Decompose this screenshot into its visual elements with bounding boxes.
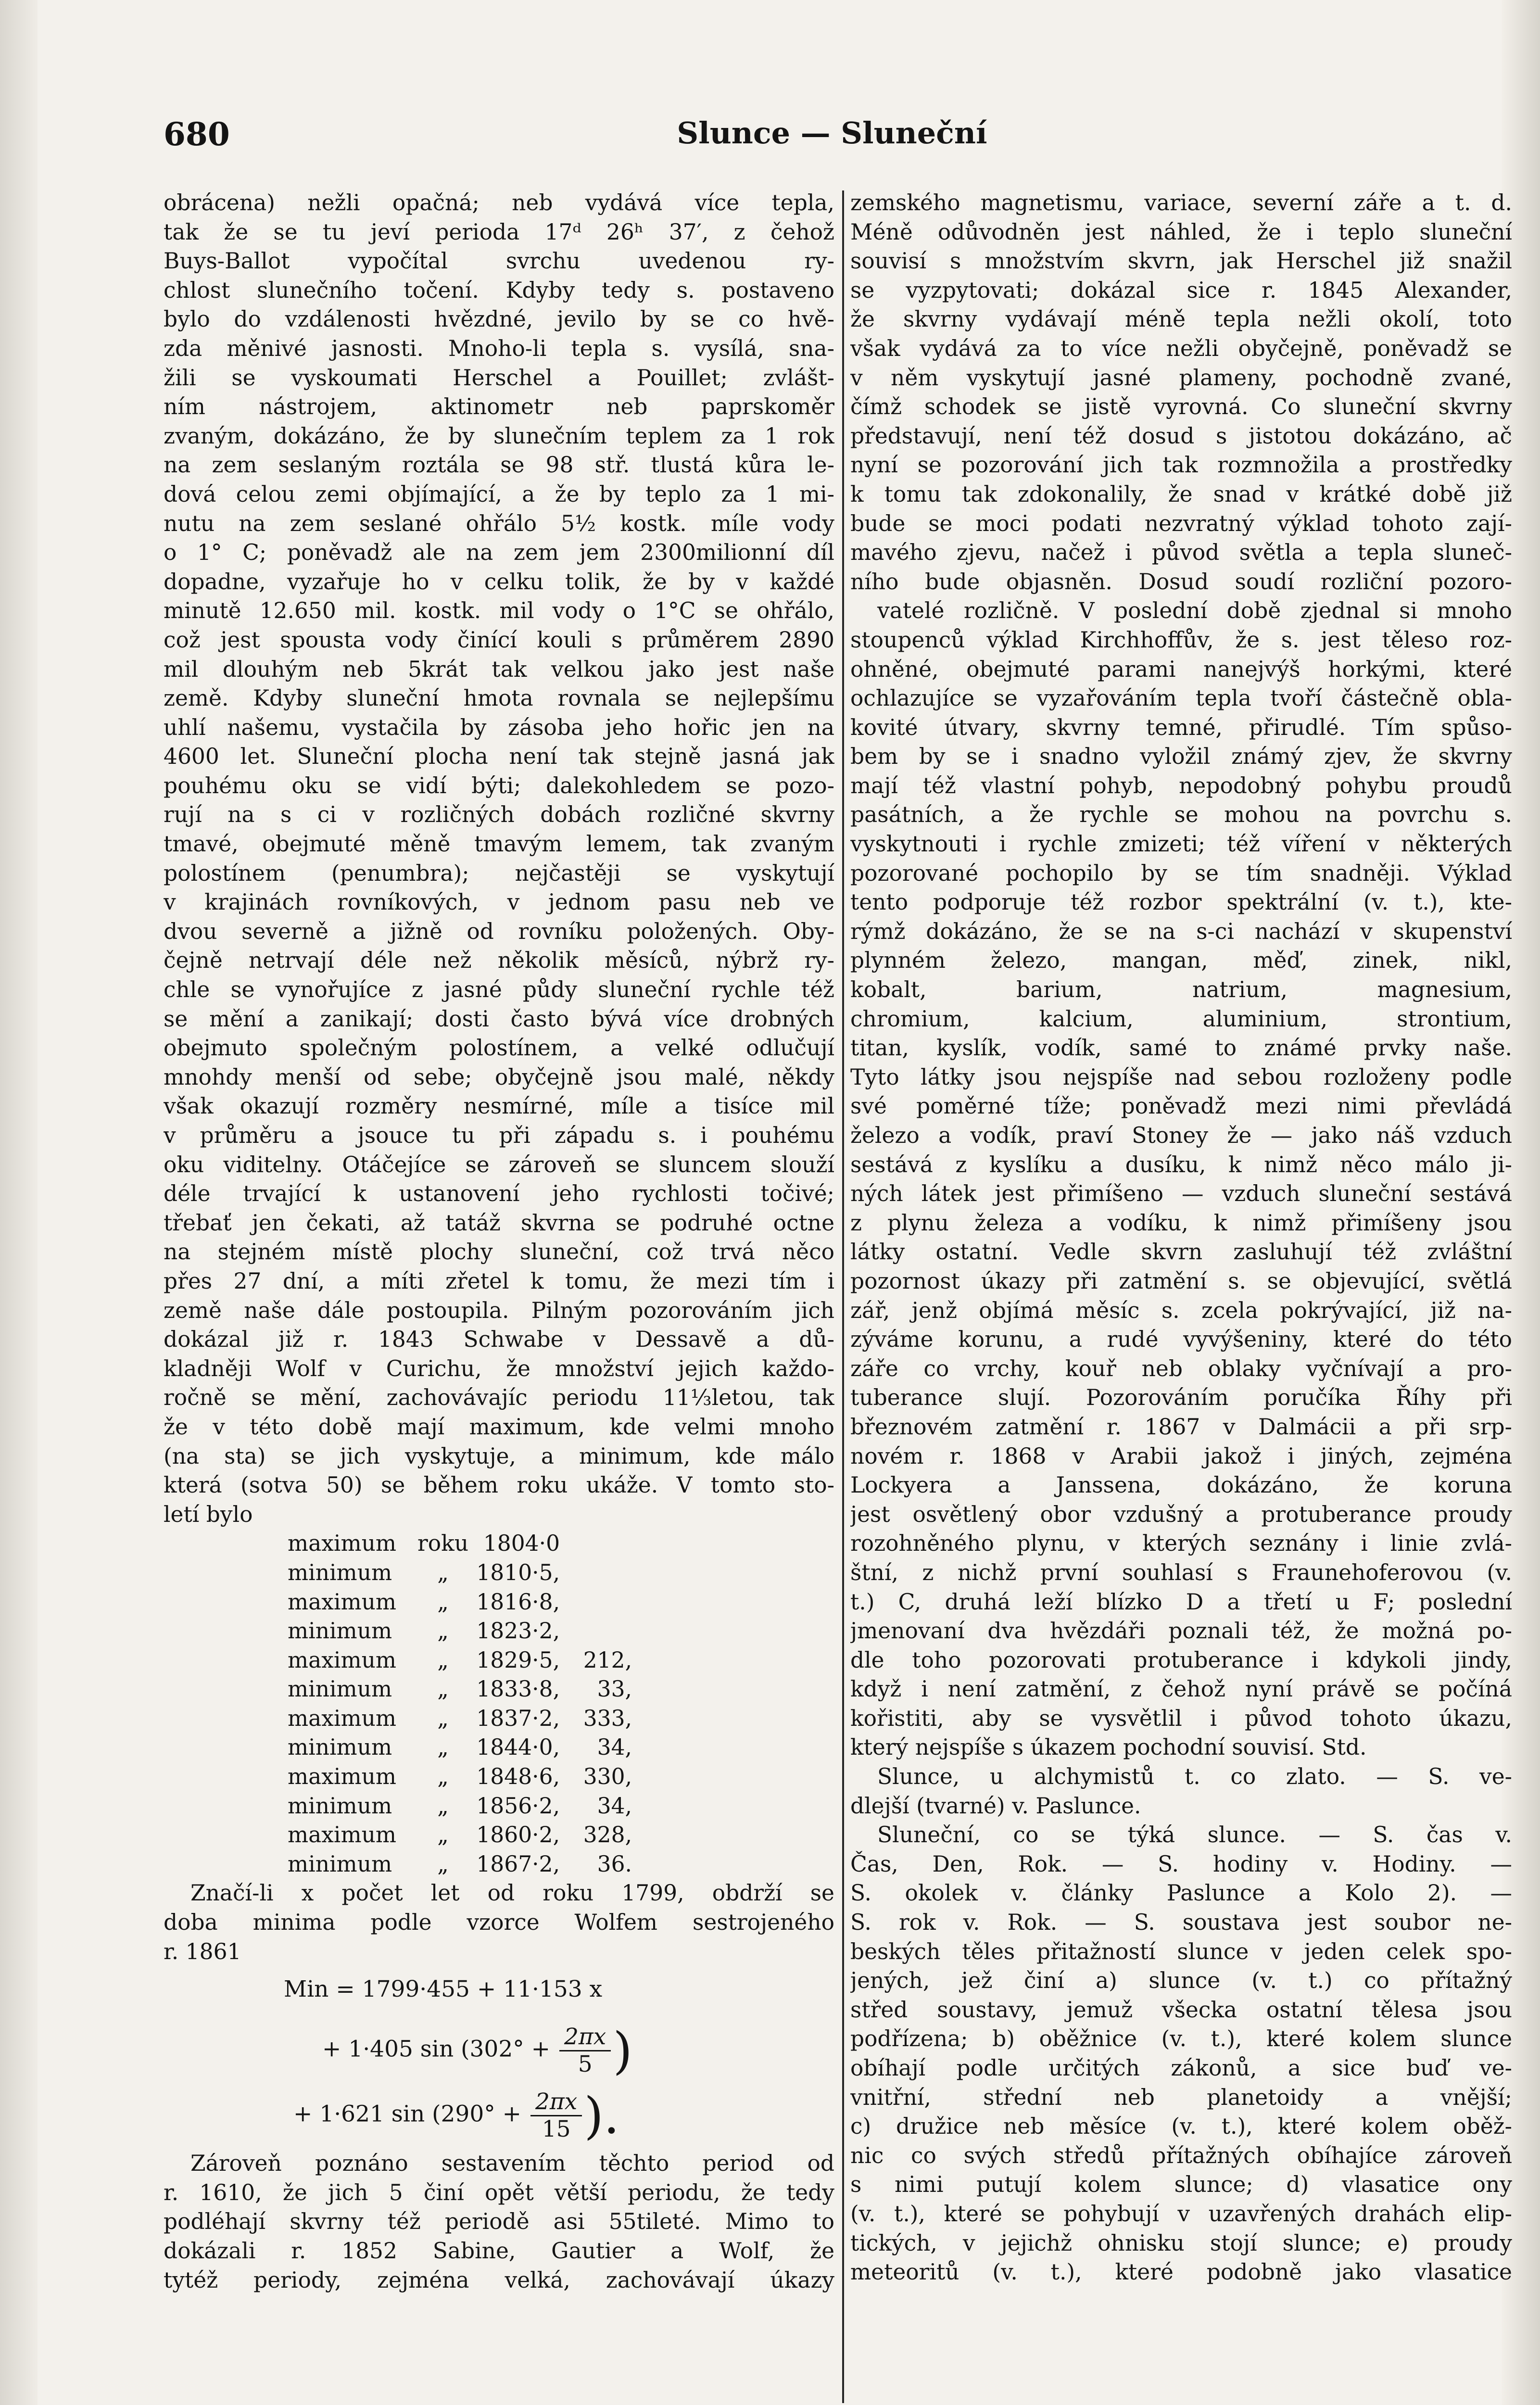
text-line: mají též vlastní pohyb, nepodobný pohybu proudů	[850, 772, 1512, 798]
table-cell-ditto: „	[437, 1793, 449, 1819]
table-cell-count: 212,	[583, 1647, 632, 1673]
text-line: Značí-li x počet let od roku 1799, obdrží se	[190, 1880, 834, 1906]
text-line: plynném železo, mangan, měď, zinek, nikl,	[850, 948, 1512, 974]
text-line: sestává z kyslíku a dusíku, k nimž něco málo ji-	[850, 1152, 1512, 1177]
table-cell-ditto: „	[437, 1734, 449, 1760]
text-line: zýváme korunu, a rudé vyvýšeniny, které do této	[850, 1327, 1512, 1353]
table-cell-year: 1867·2,	[476, 1851, 560, 1877]
text-line: bude se moci podati nezvratný výklad tohoto zají-	[850, 510, 1512, 536]
text-line: což jest spousta vody činící kouli s průměrem 2890	[164, 627, 834, 653]
table-row	[288, 1733, 632, 1762]
text-line: mnohdy menší od sebe; obyčejně jsou malé, někdy	[164, 1064, 834, 1090]
table-cell-count: 328,	[583, 1822, 632, 1848]
fraction-2-numerator: 2πx	[530, 2089, 582, 2116]
text-line: pasátních, a že rychle se mohou na povrchu s.	[850, 802, 1512, 828]
table-cell-year: 1810·5,	[476, 1559, 560, 1585]
text-line: meteoritů (v. t.), které podobně jako vlasatice	[850, 2259, 1512, 2285]
text-line: ochlazujíce se vyzařováním tepla tvoří částečně obla-	[850, 685, 1512, 711]
table-cell-ditto: „	[437, 1618, 449, 1644]
text-line: že skvrny vydávají méně tepla nežli okolí, toto	[850, 306, 1512, 332]
text-line: ných látek jest přimíšeno — vzduch sluneční sestává	[850, 1181, 1512, 1207]
formula-fraction-2	[530, 2089, 582, 2142]
text-line: vyskytnouti i rychle zmizeti; též víření v některých	[850, 831, 1512, 857]
text-line: tuberance slují. Pozorováním poručíka Říhy při	[850, 1385, 1512, 1411]
table-row	[288, 1588, 632, 1617]
text-line: zda měnivé jasnosti. Mnoho-li tepla s. vysílá, sna-	[164, 335, 834, 361]
text-line: zář, jenž objímá měsíc s. zcela pokrývající, již na-	[850, 1297, 1512, 1323]
table-cell-count	[560, 1617, 632, 1646]
text-line: se vyzpytovati; dokázal sice r. 1845 Alexander,	[850, 277, 1512, 303]
text-line: letí bylo	[164, 1501, 253, 1527]
text-line: ního bude objasněn. Dosud soudí rozliční pozoro-	[850, 569, 1512, 595]
text-line: v průměru a jsouce tu při západu s. i pouhému	[164, 1123, 834, 1148]
formula-line-2	[322, 2021, 632, 2080]
text-line: dle toho pozorovati protuberance i kdykoli jindy,	[850, 1647, 1512, 1673]
text-line: pozornost úkazy při zatmění s. se objevující, světlá	[850, 1268, 1512, 1294]
text-line: Zároveň poznáno sestavením těchto period od	[190, 2151, 834, 2177]
text-line: dvou severně a jižně od rovníku položených. Oby-	[164, 918, 834, 944]
text-line: chromium, kalcium, aluminium, strontium,	[850, 1006, 1512, 1032]
text-line: pouhému oku se vidí býti; dalekohledem se pozo-	[164, 772, 834, 798]
text-line: na zem seslaným roztála se 98 stř. tlustá kůra le-	[164, 452, 834, 478]
table-cell-label: minimum	[288, 1793, 392, 1819]
text-line: doba minima podle vzorce Wolfem sestrojeného	[164, 1910, 834, 1936]
table-cell-count	[560, 1588, 632, 1617]
text-line: tytéž periody, zejména velká, zachovávají úkazy	[164, 2267, 834, 2293]
text-line: mavého zjevu, načež i původ světla a tepla sluneč-	[850, 540, 1512, 566]
text-line: Slunce, u alchymistů t. co zlato. — S. ve-	[877, 1764, 1512, 1790]
text-line: k tomu tak zdokonalily, že snad v krátké době již	[850, 481, 1512, 507]
table-row	[288, 1850, 632, 1879]
text-line: stoupenců výklad Kirchhoffův, že s. jest těleso roz-	[850, 627, 1512, 653]
text-line: S. rok v. Rok. — S. soustava jest soubor ne-	[850, 1910, 1512, 1936]
right-paragraph	[850, 189, 1512, 1762]
table-cell-label: minimum	[288, 1851, 392, 1877]
page-edge-left	[0, 0, 38, 2405]
text-line: čejně netrvají déle než několik měsíců, nýbrž ry-	[164, 948, 834, 974]
text-line: v krajinách rovníkových, v jednom pasu neb ve	[164, 889, 834, 915]
table-cell-ditto: „	[437, 1822, 449, 1848]
table-cell-label: minimum	[288, 1676, 392, 1702]
text-line: (v. t.), které se pohybují v uzavřených drahách elip-	[850, 2201, 1512, 2227]
text-line: kobalt, barium, natrium, magnesium,	[850, 977, 1512, 1003]
text-line: z plynu železa a vodíku, k nimž přimíšeny jsou	[850, 1210, 1512, 1236]
table-cell-count: 33,	[597, 1676, 632, 1702]
text-line: však okazují rozměry nesmírné, míle a tisíce mil	[164, 1093, 834, 1119]
text-line: podřízena; b) oběžnice (v. t.), které kolem slunce	[850, 2026, 1512, 2052]
formula-line-3	[293, 2086, 619, 2145]
text-line: (na sta) se jich vyskytuje, a minimum, kde málo	[164, 1443, 834, 1469]
text-line: vatelé rozličně. V poslední době zjednal si mnoho	[877, 598, 1512, 624]
wolf-formula	[164, 1966, 834, 2149]
text-line: ním nástrojem, aktinometr neb paprskoměr	[164, 394, 834, 420]
formula-line-2-lead: + 1·405 sin (302° +	[322, 2036, 551, 2063]
text-line: Méně odůvodněn jest náhled, že i teplo sluneční	[850, 219, 1512, 245]
table-cell-ditto: „	[437, 1676, 449, 1702]
text-line: však vydává za to více nežli obyčejně, poněvadž se	[850, 335, 1512, 361]
text-line: Čas, Den, Rok. — S. hodiny v. Hodiny. —	[850, 1851, 1512, 1877]
table-cell-label: maximum	[288, 1589, 397, 1615]
text-line: dokázal již r. 1843 Schwabe v Dessavě a dů-	[164, 1327, 834, 1353]
text-line: jených, jež činí a) slunce (v. t.) co přítažný	[850, 1968, 1512, 1994]
text-line: polostínem (penumbra); nejčastěji se vyskytují	[164, 860, 834, 886]
table-cell-count	[560, 1558, 632, 1588]
table-row	[288, 1762, 632, 1792]
text-line: železo a vodík, praví Stoney že — jako náš vzduch	[850, 1123, 1512, 1148]
table-cell-label: maximum	[288, 1822, 397, 1848]
table-cell-year: 1816·8,	[476, 1589, 560, 1615]
table-cell-ditto: „	[437, 1851, 449, 1877]
text-line: mil dlouhým neb 5krát tak velkou jako jest naše	[164, 656, 834, 682]
entry-slunecni	[850, 1821, 1512, 2287]
text-line: jmenovaní dva hvězdáři poznali též, že možná po-	[850, 1618, 1512, 1644]
text-line: obrácena) nežli opačná; neb vydává více tepla,	[164, 190, 834, 215]
text-line: souvisí s množstvím skvrn, jak Herschel již snažil	[850, 248, 1512, 274]
text-line: tento podporuje též rozbor spektrální (v. t.), kte-	[850, 889, 1512, 915]
text-line: která (sotva 50) se během roku ukáže. V tomto sto-	[164, 1472, 834, 1498]
table-row	[288, 1675, 632, 1704]
formula-close-paren-2: ).	[584, 2086, 619, 2145]
table-row	[288, 1821, 632, 1850]
sunspot-table	[288, 1529, 632, 1879]
text-line: jest osvětlený obor vzdušný a protuberance proudy	[850, 1501, 1512, 1527]
text-line: Tyto látky jsou nejspíše nad sebou rozloženy podle	[850, 1064, 1512, 1090]
table-cell-year: 1829·5,	[476, 1647, 560, 1673]
table-cell-ditto: „	[437, 1705, 449, 1731]
table-cell-label: minimum	[288, 1734, 392, 1760]
text-line: Buys-Ballot vypočítal svrchu uvedenou ry-	[164, 248, 834, 274]
text-line: dokázali r. 1852 Sabine, Gautier a Wolf, že	[164, 2238, 834, 2264]
table-cell-year: 1833·8,	[476, 1676, 560, 1702]
text-line: kladněji Wolf v Curichu, že množství jejich každo-	[164, 1355, 834, 1381]
formula-line-3-lead: + 1·621 sin (290° +	[293, 2101, 522, 2127]
text-line: pozorované pochopilo by se tím snadněji. Výklad	[850, 860, 1512, 886]
table-row	[288, 1792, 632, 1821]
text-line: minutě 12.650 mil. kostk. mil vody o 1°C se ohřálo,	[164, 598, 834, 624]
text-line: dlejší (tvarné) v. Paslunce.	[850, 1793, 1141, 1819]
table-cell-year: 1848·6,	[476, 1764, 560, 1790]
text-line: chle se vynořujíce z jasné půdy sluneční rychle též	[164, 977, 834, 1003]
text-line: déle trvající k ustanovení jeho rychlosti točivé;	[164, 1181, 834, 1207]
text-line: rýmž dokázáno, že se na s-ci nachází v skupenství	[850, 918, 1512, 944]
formula-close-paren-1: )	[613, 2021, 632, 2080]
formula-fraction-1	[559, 2024, 611, 2077]
text-line: oku viditelny. Otáčejíce se zároveň se sluncem slouží	[164, 1152, 834, 1177]
right-column	[850, 189, 1512, 2401]
text-line: žili se vyskoumati Herschel a Pouillet; zvlášt-	[164, 365, 834, 391]
text-line: když i není zatmění, z čehož nyní právě se počíná	[850, 1676, 1512, 1702]
text-line: štní, z nichž první souhlasí s Fraunehoferovou (v.	[850, 1559, 1512, 1585]
text-line: uhlí našemu, vystačila by zásoba jeho hořic jen na	[164, 714, 834, 740]
text-line: titan, kyslík, vodík, samé to známé prvky naše.	[850, 1035, 1512, 1061]
table-cell-label: maximum	[288, 1764, 397, 1790]
table-cell-year: 1837·2,	[476, 1705, 560, 1731]
table-cell-label: minimum	[288, 1618, 392, 1644]
text-line: země naše dále postoupila. Pilným pozorováním jich	[164, 1297, 834, 1323]
running-title: Slunce — Sluneční	[677, 115, 987, 151]
table-cell-count: 333,	[583, 1705, 632, 1731]
text-line: v něm vyskytují jasné plameny, pochodně zvané,	[850, 365, 1512, 391]
left-paragraph-1	[164, 189, 834, 1529]
table-cell-label: maximum	[288, 1705, 397, 1731]
text-line: nutu na zem seslané ohřálo 5½ kostk. míle vody	[164, 510, 834, 536]
text-line: o 1° C; poněvadž ale na zem jem 2300milionní díl	[164, 540, 834, 566]
text-line: Lockyera a Janssena, dokázáno, že koruna	[850, 1472, 1512, 1498]
text-line: bem by se i snadno vyložil známý zjev, že skvrny	[850, 744, 1512, 770]
table-cell-ditto: „	[437, 1647, 449, 1673]
text-line: s nimi putují kolem slunce; d) vlasatice ony	[850, 2172, 1512, 2198]
text-line: rují na s ci v rozličných dobách rozličné skvrny	[164, 802, 834, 828]
text-line: kovité útvary, skvrny temné, přirudlé. Tím spůso-	[850, 714, 1512, 740]
text-line: vnitřní, střední neb planetoidy a vnější;	[850, 2084, 1512, 2110]
text-line: obejmuto společným polostínem, a velké odlučují	[164, 1035, 834, 1061]
table-cell-year: 1860·2,	[476, 1822, 560, 1848]
table-cell-count: 34,	[597, 1734, 632, 1760]
text-line: novém r. 1868 v Arabii jakož i jiných, zejména	[850, 1443, 1512, 1469]
text-line: tmavé, obejmuté měně tmavým lemem, tak zvaným	[164, 831, 834, 857]
text-line: r. 1861	[164, 1938, 241, 1964]
table-cell-ditto: „	[437, 1559, 449, 1585]
table-cell-year: 1844·0,	[476, 1734, 560, 1760]
table-cell-count	[560, 1529, 632, 1558]
text-line: představují, není též dosud s jistotou dokázáno, ač	[850, 423, 1512, 449]
entry-slunce	[850, 1762, 1512, 1821]
left-paragraph-3	[164, 2149, 834, 2295]
text-line: tických, v jejichž ohnisku stojí slunce; e) proudy	[850, 2230, 1512, 2256]
text-line: čímž schodek se jistě vyrovná. Co sluneční skvrny	[850, 394, 1512, 420]
text-line: beských těles přitažností slunce v jeden celek spo-	[850, 1938, 1512, 1964]
text-line: země. Kdyby sluneční hmota rovnala se nejlepšímu	[164, 685, 834, 711]
text-line: c) družice neb měsíce (v. t.), které kolem oběž-	[850, 2114, 1512, 2139]
text-line: přes 27 dní, a míti zřetel k tomu, že mezi tím i	[164, 1268, 834, 1294]
table-row	[288, 1558, 632, 1588]
text-line: zemského magnetismu, variace, severní záře a t. d.	[850, 190, 1512, 215]
text-line: na stejném místě plochy sluneční, což trvá něco	[164, 1239, 834, 1265]
text-line: bylo do vzdálenosti hvězdné, jevilo by se co hvě-	[164, 306, 834, 332]
text-line: třebať jen čekati, až tatáž skvrna se podruhé octne	[164, 1210, 834, 1236]
table-cell-count: 36.	[597, 1851, 632, 1877]
text-line: nic co svých středů přítažných obíhajíce zároveň	[850, 2142, 1512, 2168]
text-line: zvaným, dokázáno, že by slunečním teplem za 1 rok	[164, 423, 834, 449]
text-line: tak že se tu jeví perioda 17ᵈ 26ʰ 37′, z čehož	[164, 219, 834, 245]
formula-line-1: Min = 1799·455 + 11·153 x	[284, 1976, 603, 2003]
text-line: 4600 let. Sluneční plocha není tak stejně jasná jak	[164, 744, 834, 770]
table-cell-ditto: „	[437, 1764, 449, 1790]
text-line: rozohněného plynu, v kterých seznány i linie zvlá-	[850, 1531, 1512, 1557]
text-line: ročně se mění, zachovávajíc periodu 11⅓letou, tak	[164, 1385, 834, 1411]
text-line: střed soustavy, jemuž všecka ostatní tělesa jsou	[850, 1997, 1512, 2023]
text-line: látky ostatní. Vedle skvrn zasluhují též zvláštní	[850, 1239, 1512, 1265]
fraction-2-denominator: 15	[542, 2116, 571, 2143]
page-number: 680	[164, 115, 230, 153]
table-row	[288, 1704, 632, 1734]
table-row	[288, 1617, 632, 1646]
column-divider	[842, 190, 844, 2403]
text-line: Sluneční, co se týká slunce. — S. čas v.	[877, 1822, 1512, 1848]
table-cell-ditto: „	[437, 1589, 449, 1615]
text-line: že v této době mají maximum, kde velmi mnoho	[164, 1414, 834, 1440]
text-line: ohněné, obejmuté parami nanejvýš horkými, které	[850, 656, 1512, 682]
text-line: chlost slunečního točení. Kdyby tedy s. postaveno	[164, 277, 834, 303]
text-line: t.) C, druhá leží blízko D a třetí u F; poslední	[850, 1589, 1512, 1615]
left-paragraph-2	[164, 1879, 834, 1966]
text-line: záře co vrchy, kouř neb oblaky vyčnívají a pro-	[850, 1355, 1512, 1381]
table-cell-year: 1823·2,	[476, 1618, 560, 1644]
left-column	[164, 189, 834, 2401]
table-row	[288, 1646, 632, 1675]
fraction-1-denominator: 5	[578, 2051, 593, 2078]
table-cell-label: maximum	[288, 1647, 397, 1673]
table-cell-year: 1804·0	[483, 1531, 560, 1557]
text-line: obíhají podle určitých zákonů, a sice buď ve-	[850, 2055, 1512, 2081]
text-line: se mění a zanikají; dosti často bývá více drobných	[164, 1006, 834, 1032]
table-cell-count: 330,	[583, 1764, 632, 1790]
text-line: který nejspíše s úkazem pochodní souvisí. Std.	[850, 1734, 1367, 1760]
text-line: dová celou zemi objímající, a že by teplo za 1 mi-	[164, 481, 834, 507]
text-line: dopadne, vyzařuje ho v celku tolik, že by v každé	[164, 569, 834, 595]
text-line: r. 1610, že jich 5 činí opět větší periodu, že tedy	[164, 2179, 834, 2205]
table-cell-year: 1856·2,	[476, 1793, 560, 1819]
table-cell-label: minimum	[288, 1559, 392, 1585]
text-line: nyní se pozorování jich tak rozmnožila a prostředky	[850, 452, 1512, 478]
text-line: březnovém zatmění r. 1867 v Dalmácii a při srp-	[850, 1414, 1512, 1440]
text-line: S. okolek v. články Paslunce a Kolo 2). —	[850, 1880, 1512, 1906]
text-line: kořistiti, aby se vysvětlil i původ tohoto úkazu,	[850, 1705, 1512, 1731]
table-cell-label: maximum	[288, 1531, 397, 1557]
text-line: své poměrné tíže; poněvadž mezi nimi převládá	[850, 1093, 1512, 1119]
table-row	[288, 1529, 632, 1558]
table-cell-ditto: roku	[417, 1531, 469, 1557]
text-line: podléhají skvrny též periodě asi 55tileté. Mimo to	[164, 2209, 834, 2235]
fraction-1-numerator: 2πx	[559, 2024, 611, 2051]
table-cell-count: 34,	[597, 1793, 632, 1819]
running-header	[164, 115, 1501, 168]
